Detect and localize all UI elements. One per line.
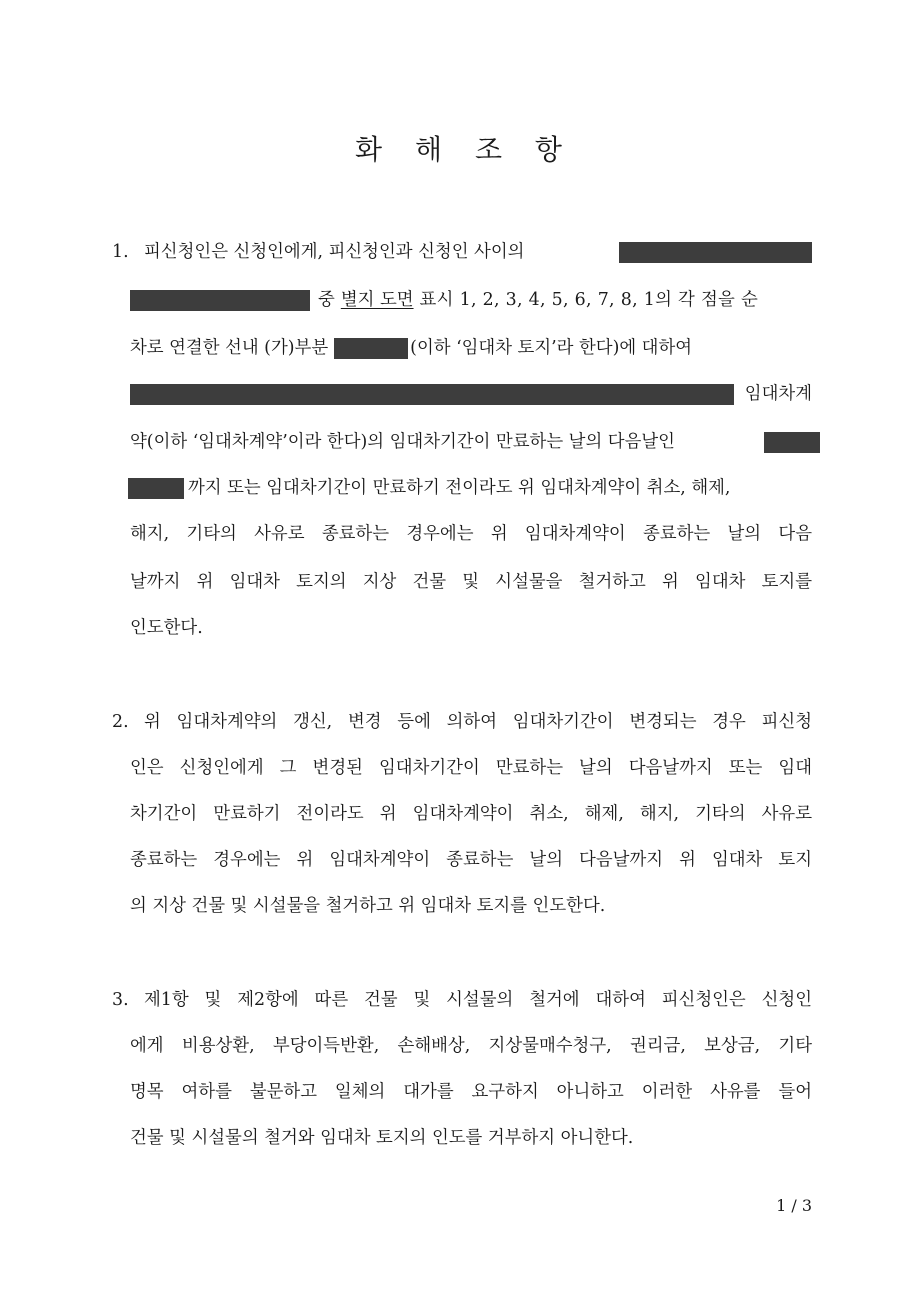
- item-1-line-7: 해지, 기타의 사유로 종료하는 경우에는 위 임대차계약이 종료하는 날의 다음: [130, 524, 812, 544]
- item-3-line-4: 건물 및 시설물의 철거와 임대차 토지의 인도를 거부하지 아니한다.: [130, 1128, 634, 1148]
- item-1-line-8: 날까지 위 임대차 토지의 지상 건물 및 시설물을 철거하고 위 임대차 토지를: [130, 572, 812, 592]
- redacted-block: [619, 242, 812, 263]
- document-title: 화 해 조 항: [355, 133, 574, 166]
- item-2-line-5: 의 지상 건물 및 시설물을 철거하고 위 임대차 토지를 인도한다.: [130, 896, 606, 916]
- page-indicator: 1 / 3: [776, 1196, 812, 1215]
- item-1-line-3: [130, 336, 812, 360]
- item-2-line-2: 인은 신청인에게 그 변경된 임대차기간이 만료하는 날의 다음날까지 또는 임대: [130, 758, 812, 778]
- item-number-1: 1.: [112, 242, 129, 262]
- item-1-line-2: [130, 288, 812, 312]
- item-1-text: 임대차계: [744, 384, 812, 404]
- item-number-2: 2.: [112, 712, 129, 732]
- redacted-block: [334, 338, 408, 359]
- attached-drawing-reference: 별지 도면: [340, 290, 414, 310]
- item-1-line-5: [130, 430, 820, 454]
- item-1-line-4: [130, 382, 812, 406]
- item-1-text: 약(이하 ‘임대차계약’이라 한다)의 임대차기간이 만료하는 날의 다음날인: [130, 432, 675, 452]
- item-3-line-1: 제1항 및 제2항에 따른 건물 및 시설물의 철거에 대하여 피신청인은 신청인: [144, 990, 812, 1010]
- item-1-line-9: 인도한다.: [130, 618, 203, 638]
- item-number-3: 3.: [112, 990, 129, 1010]
- item-3-line-2: 에게 비용상환, 부당이득반환, 손해배상, 지상물매수청구, 권리금, 보상금, 기타: [130, 1036, 812, 1056]
- redacted-block: [128, 478, 184, 499]
- item-1-text: 중: [318, 290, 335, 310]
- redacted-block: [130, 384, 734, 405]
- redacted-block: [764, 432, 820, 453]
- item-1-text: 차로 연결한 선내 (가)부분: [130, 338, 329, 358]
- item-2-line-4: 종료하는 경우에는 위 임대차계약이 종료하는 날의 다음날까지 위 임대차 토지: [130, 850, 812, 870]
- redacted-block: [130, 290, 310, 311]
- item-1-line-1: [144, 240, 812, 264]
- item-1-text: 까지 또는 임대차기간이 만료하기 전이라도 위 임대차계약이 취소, 해제,: [188, 478, 731, 498]
- item-1-text: (이하 ‘임대차 토지’라 한다)에 대하여: [410, 338, 693, 358]
- item-2-line-1: 위 임대차계약의 갱신, 변경 등에 의하여 임대차기간이 변경되는 경우 피신청: [144, 712, 812, 732]
- item-1-text: 표시 1, 2, 3, 4, 5, 6, 7, 8, 1의 각 점을 순: [419, 290, 759, 310]
- item-2-line-3: 차기간이 만료하기 전이라도 위 임대차계약이 취소, 해제, 해지, 기타의 사유로: [130, 804, 812, 824]
- item-3-line-3: 명목 여하를 불문하고 일체의 대가를 요구하지 아니하고 이러한 사유를 들어: [130, 1082, 812, 1102]
- item-1-line-6: [128, 476, 812, 500]
- item-1-text: 피신청인은 신청인에게, 피신청인과 신청인 사이의: [144, 242, 525, 262]
